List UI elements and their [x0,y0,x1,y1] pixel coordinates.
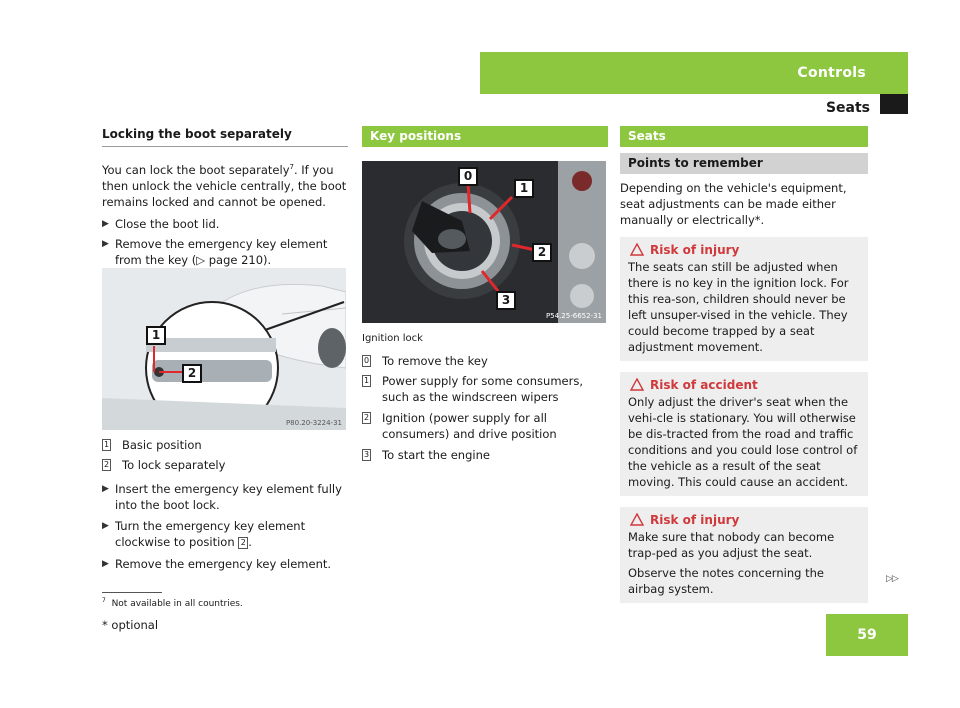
ignition-legend-0: 0 To remove the key [363,354,488,368]
step-remove-key: ▶ Remove the emergency key element from the key (▷ page 210). [102,236,328,267]
column-seats [620,126,868,603]
warning-text-3b: Observe the notes concerning the airbag system. [628,566,824,596]
boot-intro: You can lock the boot separately$^7$. If you then unlock the vehicle centrally, the boot remains locked and cannot be opened. [102,162,347,209]
boot-legend-1: 1 Basic position [103,438,202,452]
optional-note: * optional [102,618,159,632]
boot-steps [102,437,348,572]
footnote: $^7$ Not available in all countries. [102,597,243,609]
step-arrow-icon: ▶ [102,238,109,249]
warning-text-1: The seats can still be adjusted when there is no key in the ignition lock. For this rea-son, children should never be left unsuper-vised in the vehicle. They could become trapped by a seat adjustment movement. [628,260,849,354]
ignition-legend-3: 3 To start the engine [363,448,490,462]
section-title: Seats [825,100,870,116]
boot-lock-image [102,268,346,430]
column-key-positions [362,126,608,147]
key-positions-bar: Key positions [362,126,608,147]
ignition-illustration [362,161,606,323]
page-number: 59 [826,614,908,656]
warning-triangle-icon [630,513,644,526]
ignition-callout-3: 3 [496,291,516,310]
chapter-title: Controls [797,65,866,81]
warning-title-1: Risk of injury [628,241,860,259]
warning-triangle-icon [630,378,644,391]
boot-callout-2: 2 [182,364,202,383]
ignition-legend-1: 1 Power supply for some consumers, such as the windscreen wipers [363,374,583,404]
footnote-rule [102,592,162,593]
step-arrow-icon: ▶ [102,218,109,229]
seats-intro: Depending on the vehicle's equipment, seat adjustments can be made either manually or electrically*. [620,181,847,227]
continue-arrow-icon: ▷▷ [886,574,898,584]
step-turn-key: ▶ Turn the emergency key element clockwise to position 2 . [102,519,306,549]
ignition-image [362,161,606,323]
ignition-caption: Ignition lock [362,333,423,344]
warning-text-2: Only adjust the driver's seat when the vehi-cle is stationary. You will otherwise be dis-tracted from the road and traffic conditions and you could lose control of the vehicle as a result of the seat moving. This could cause an accident. [628,395,858,489]
points-to-remember-bar: Points to remember [620,153,868,174]
boot-callout-1: 1 [146,326,166,345]
chapter-tab [480,52,908,94]
column-boot-locking [102,127,348,268]
warning-text-3a: Make sure that nobody can become trap-ped as you adjust the seat. [628,530,835,560]
step-arrow-icon: ▶ [102,559,109,569]
step-close-lid: ▶ Close the boot lid. [102,216,220,231]
ignition-legend [362,332,608,463]
footnote-ref: 7 [289,163,294,171]
warning-title-2: Risk of accident [628,376,860,394]
boot-legend-2: 2 To lock separately [103,458,226,472]
header-marker [880,94,908,114]
boot-illustration [102,268,346,430]
step-remove-key-element: ▶ Remove the emergency key element. [102,557,332,571]
warning-box-2 [620,372,868,496]
seats-bar: Seats [620,126,868,147]
warning-box-1 [620,237,868,361]
ignition-callout-1: 1 [514,179,534,198]
ignition-image-code: P54.25-6652-31 [545,312,602,320]
ignition-callout-0: 0 [458,167,478,186]
ignition-legend-2: 2 Ignition (power supply for all consumers) and drive position [363,411,557,441]
warning-title-3: Risk of injury [628,511,860,529]
step-insert-key: ▶ Insert the emergency key element fully into the boot lock. [102,482,342,512]
step-arrow-icon: ▶ [102,521,109,531]
step-arrow-icon: ▶ [102,484,109,494]
warning-triangle-icon [630,243,644,256]
warning-box-3 [620,507,868,603]
boot-heading: Locking the boot separately [102,127,348,147]
boot-image-code: P80.20-3224-31 [285,419,342,427]
ignition-callout-2: 2 [532,243,552,262]
